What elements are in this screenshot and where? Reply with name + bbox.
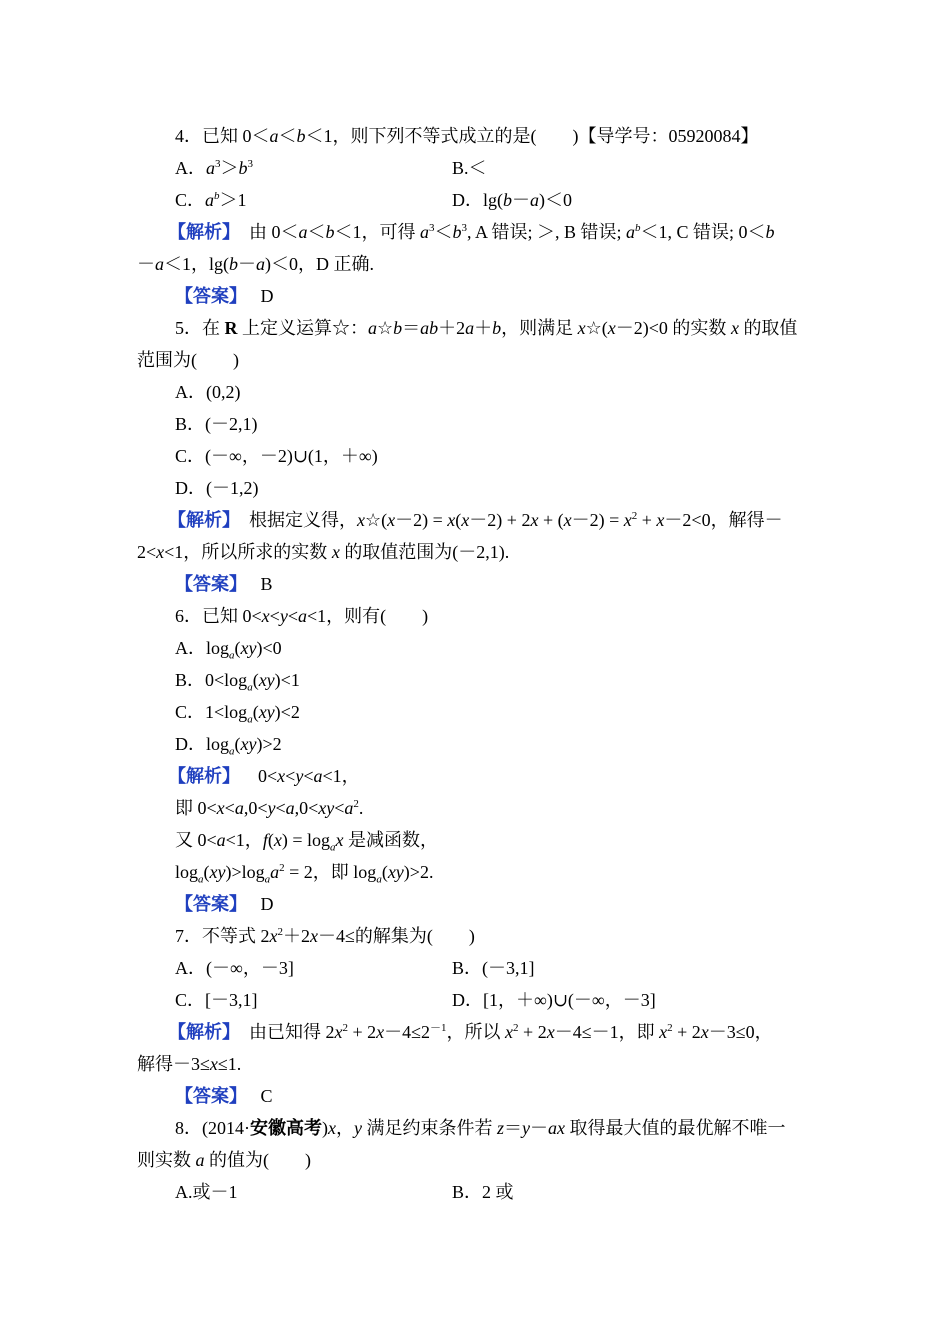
q7-answer: 【答案】 C [175,1086,273,1106]
q6-analysis-line-1: 【解析】 0<x<y<a<1， [168,766,360,786]
q4-answer: 【答案】 D [175,286,274,306]
q6-analysis-line-3: 又 0<a<1，$f(x) = \log_ax$ 是减函数， [175,830,438,854]
q5-option-a: A．(0,2) [175,382,241,402]
q7-option-a: A．(－∞，－3] [175,958,294,978]
q5-option-c: C．(－∞，－2)∪(1，＋∞) [175,446,378,466]
q6-option-d: D．$\log_a(xy)>2$ [175,734,282,758]
q5-stem-line-2: 范围为( ) [137,350,239,370]
q5-stem-line-1: 5．在 R 上定义运算☆：a☆b＝ab＋2a＋b，则满足 x☆(x－2)<0 的实数 x 的取值 [175,318,798,338]
q7-analysis-line-2: 解得－3≤x≤1. [137,1054,242,1074]
q4-stem: 4．已知 0＜a＜b＜1，则下列不等式成立的是( )【导学号：05920084】 [175,126,759,146]
q6-answer: 【答案】 D [175,894,274,914]
q5-option-d: D．(－1,2) [175,478,259,498]
q7-option-d: D．[1，＋∞)∪(－∞，－3] [452,990,656,1010]
q6-option-b: B．$0<\log_a(xy)<1$ [175,670,300,694]
q6-analysis-line-4: $\log_a(xy)>\log_aa^2 = 2$，即 $\log_a(xy)>2$. [175,862,434,886]
analysis-label: 【解析】 [168,222,240,242]
q4-option-d: D．lg(b－a)＜0 [452,190,572,210]
q7-option-b: B．(－3,1] [452,958,535,978]
q7-stem: 7．不等式 $2x^2+2x-4\le$的解集为( ) [175,926,475,946]
q5-analysis-line-1: 【解析】 根据定义得，x☆(x－2) = $x(x-2) + 2x + (x-2) = x^2 + x-2<0$，解得－ [168,510,783,530]
q4-analysis-line-1: 【解析】 由 0＜a＜b＜1，可得 $a^3<b^3$, A 错误; ＞, B 错误; $a^b<1$, C 错误; 0＜b [168,222,775,242]
q6-option-c: C．$1<\log_a(xy)<2$ [175,702,300,726]
q4-analysis-line-2: －a＜1，lg(b－a)＜0，D 正确. [137,254,374,274]
q4-option-c: C．$a^b>1$ [175,190,247,210]
q7-analysis-line-1: 【解析】 由已知得 $2x^2 + 2x-4\le 2^{-1}$，所以 $x^2 + 2x-4\le-1$，即 $x^2 + 2x-3\le 0$， [168,1022,773,1042]
answer-label: 【答案】 [175,286,247,306]
q7-option-c: C．[－3,1] [175,990,258,1010]
q6-analysis-line-2: 即 $0<x<a,0<y<a,0<xy<a^2$. [175,798,364,818]
q5-option-b: B．(－2,1) [175,414,258,434]
q8-stem-line-1: 8．(2014·安徽高考)x，y 满足约束条件若 z＝y－ax 取得最大值的最优解不唯一 [175,1118,786,1138]
q8-option-a: A.或－1 [175,1182,238,1202]
q6-option-a: A．$\log_a(xy)<0$ [175,638,282,662]
q4-option-b: B.＜ [452,158,487,178]
q5-answer: 【答案】 B [175,574,273,594]
q4-option-a: A．$a^3>b^3$ [175,158,253,178]
q5-analysis-line-2: 2<x<1，所以所求的实数 x 的取值范围为(－2,1). [137,542,510,562]
q8-option-b: B．2 或 [452,1182,514,1202]
q8-stem-line-2: 则实数 a 的值为( ) [137,1150,311,1170]
q6-stem: 6．已知 0<x<y<a<1，则有( ) [175,606,429,626]
